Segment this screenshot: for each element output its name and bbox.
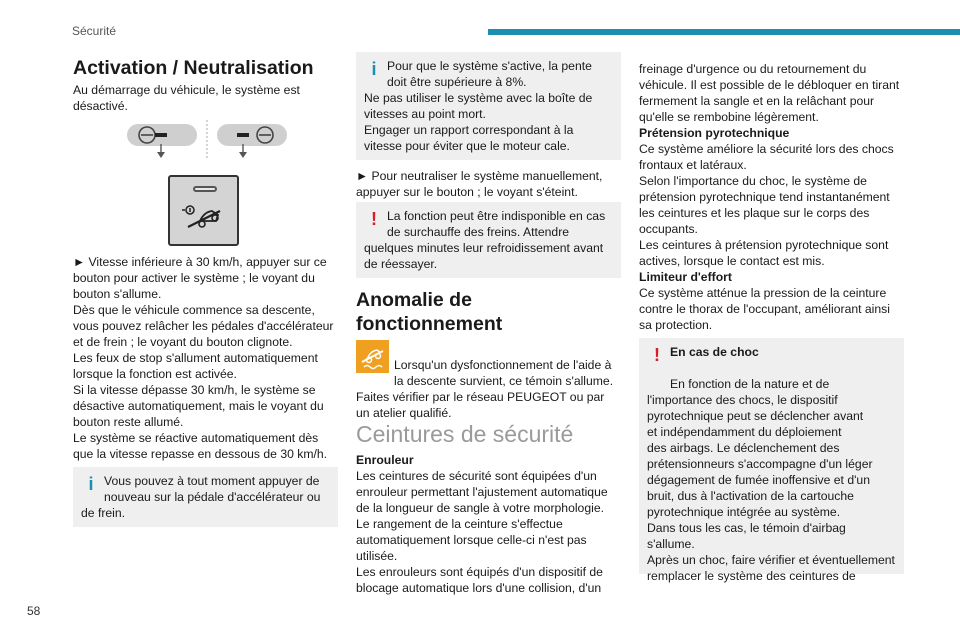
info-note-box xyxy=(73,467,338,527)
note-line: de surchauffe des freins. Attendre xyxy=(387,225,570,239)
anomalie-line: Faites vérifier par le réseau PEUGEOT ou par xyxy=(356,390,605,404)
warning-note-box xyxy=(356,202,621,278)
note-line: de frein. xyxy=(81,506,126,520)
info-icon: i xyxy=(371,59,377,79)
limiteur-text: Ce système atténue la pression de la ceinture contre le thorax de l'occupant, améliorant ainsi sa protection. xyxy=(639,286,890,332)
warning-choc-line: Dans tous les cas, le témoin d'airbag xyxy=(647,521,846,535)
warning-choc-line: remplacer le système des ceintures de xyxy=(647,569,856,583)
warning-choc-line: l'importance des chocs, le dispositif xyxy=(647,393,838,407)
header-section-title: Sécurité xyxy=(72,24,117,38)
anomalie-line: un atelier qualifié. xyxy=(356,406,452,420)
header-accent-bar xyxy=(488,29,960,35)
warning-choc-line: et indépendamment du déploiement xyxy=(647,425,842,439)
hill-descent-button xyxy=(168,175,239,246)
anomalie-line: la descente survient, ce témoin s'allume. xyxy=(394,374,614,388)
activation-body-text: ► Vitesse inférieure à 30 km/h, appuyer sur ce bouton pour activer le système ; le voyant du bouton s'allume. Dès que le véhicule commence sa descente, vous pouvez relâcher les pédales d'accélérateur et de frein ; le voyant du bouton clignote. Les feux de stop s'allument automatiquement lorsque la fonction est activée. Si la vitesse dépasse 30 km/h, le système se désactive automatiquement, mais le voyant du bouton reste allumé. Le système se réactive automatiquement dès que la vitesse repasse en dessous de 30 km/h. xyxy=(73,255,334,461)
note-line: quelques minutes leur refroidissement avant xyxy=(364,241,604,255)
warning-choc-line: s'allume. xyxy=(647,537,695,551)
note-line: nouveau sur la pédale d'accélérateur ou xyxy=(104,490,321,504)
warning-choc-title: En cas de choc xyxy=(670,345,759,359)
limiteur-title: Limiteur d'effort xyxy=(639,270,732,284)
note-line: vitesses au point mort. xyxy=(364,107,486,121)
intro-text: Au démarrage du véhicule, le système est désactivé. xyxy=(73,83,300,113)
pedal-icons xyxy=(125,120,290,162)
warning-choc-text xyxy=(647,360,896,600)
info-note-text-2 xyxy=(364,58,613,154)
note-line: de réessayer. xyxy=(364,257,438,271)
anomalie-text-body xyxy=(356,357,613,421)
anomalie-line: Lorsqu'un dysfonctionnement de l'aide à xyxy=(394,358,612,372)
note-line: vitesse pour éviter que le moteur cale. xyxy=(364,139,570,153)
warning-choc-line: En fonction de la nature et de xyxy=(670,377,830,391)
button-led-indicator xyxy=(193,186,217,192)
warning-choc-line: pyrotechnique peut se déclencher avant xyxy=(647,409,864,423)
warning-choc-line: prétensionneurs s'accompagne d'un léger xyxy=(647,457,873,471)
warning-choc-body xyxy=(647,376,896,584)
info-note-text xyxy=(81,473,330,521)
info-note-box-2 xyxy=(356,52,621,160)
pretension-text: Ce système améliore la sécurité lors des chocs frontaux et latéraux. Selon l'importance du choc, le système de prétension pyrotechnique tend instantanément les ceintures et les plaque sur le corps des occupants. Les ceintures à prétension pyrotechnique sont actives, lorsque le contact est mis. xyxy=(639,142,894,268)
warning-choc-line: Après un choc, faire vérifier et éventuellement xyxy=(647,553,895,567)
warning-note-box-choc xyxy=(639,338,904,583)
heading-ceintures: Ceintures de sécurité xyxy=(356,421,574,447)
neutralise-text: ► Pour neutraliser le système manuellement, appuyer sur le bouton ; le voyant s'éteint. xyxy=(356,169,603,199)
pretension-title: Prétension pyrotechnique xyxy=(639,126,790,140)
hill-descent-car-icon xyxy=(180,201,230,237)
enrouleur-title: Enrouleur xyxy=(356,453,414,467)
warning-choc-line: bruit, dus à l'activation de la cartouche xyxy=(647,489,854,503)
enrouleur-text: Les ceintures de sécurité sont équipées d'un enrouleur permettant l'ajustement automatique de la longueur de sangle à votre morphologie. Le rangement de la ceinture s'effectue automatiquement lorsque celle-ci n'est pas utilisée. Les enrouleurs sont équipés d'un dispositif de blocage automatique lors d'une collision, d'un xyxy=(356,469,608,595)
note-line: Pour que le système s'active, la pente xyxy=(387,59,592,73)
heading-activation: Activation / Neutralisation xyxy=(73,57,314,79)
warning-choc-line: des airbags. Le déclenchement des xyxy=(647,441,840,455)
note-line: La fonction peut être indisponible en cas xyxy=(387,209,606,223)
note-line: doit être supérieure à 8%. xyxy=(387,75,527,89)
note-line: Vous pouvez à tout moment appuyer de xyxy=(104,474,320,488)
warning-choc-line: pyrotechnique intégrée au système. xyxy=(647,505,841,519)
warning-icon: ! xyxy=(654,345,660,365)
heading-anomalie: Anomalie de fonctionnement xyxy=(356,289,503,335)
note-line: Engager un rapport correspondant à la xyxy=(364,123,574,137)
warning-choc-line: dégagement de fumée inoffensive et d'un xyxy=(647,473,870,487)
info-icon: i xyxy=(88,474,94,494)
note-line: Ne pas utiliser le système avec la boîte de xyxy=(364,91,593,105)
continuation-text: freinage d'urgence ou du retournement du véhicule. Il est possible de le débloquer en tirant fermement la sangle et en la relâchant pour qu'elle se rembobine légèrement. xyxy=(639,62,900,124)
page-number: 58 xyxy=(27,604,41,618)
warning-note-text xyxy=(364,208,613,272)
warning-icon: ! xyxy=(371,209,377,229)
